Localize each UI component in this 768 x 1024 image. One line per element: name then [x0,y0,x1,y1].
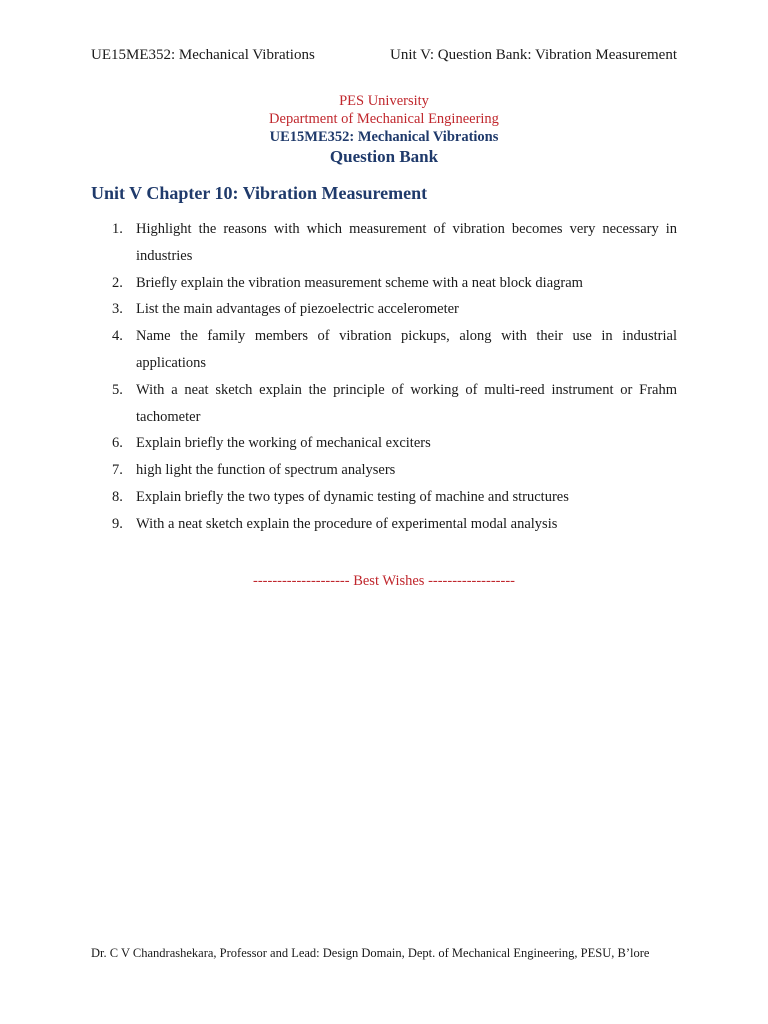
question-number: 4. [112,328,123,345]
question-number: 2. [112,274,123,291]
page-header [91,45,677,65]
chapter-heading: Unit V Chapter 10: Vibration Measurement [91,183,428,203]
question-item [112,216,677,270]
question-text: With a neat sketch explain the principle of working of multi-reed instrument or Frahm tachometer [136,381,677,425]
question-text: Name the family members of vibration pickups, along with their use in industrial applications [136,328,677,371]
question-number: 9. [112,515,123,532]
question-number: 8. [112,488,123,505]
question-item [112,430,677,457]
question-item [112,323,677,377]
question-list [112,216,677,538]
question-number: 3. [112,301,123,318]
question-text: high light the function of spectrum analysers [136,462,396,479]
question-item [112,511,677,538]
question-item [112,484,677,511]
header-course-code: UE15ME352: Mechanical Vibrations [91,47,315,63]
question-text: Explain briefly the working of mechanical exciters [136,435,431,452]
question-text: Briefly explain the vibration measurement scheme with a neat block diagram [136,274,583,291]
question-item [112,457,677,484]
question-item [112,296,677,323]
question-item [112,270,677,297]
question-number: 5. [112,381,123,398]
question-text: Highlight the reasons with which measurement of vibration becomes very necessary in industries [136,221,677,264]
question-text: With a neat sketch explain the procedure of experimental modal analysis [136,515,558,532]
question-item [112,377,677,431]
question-text: List the main advantages of piezoelectric accelerometer [136,301,459,318]
question-text: Explain briefly the two types of dynamic testing of machine and structures [136,488,569,505]
question-number: 7. [112,462,123,479]
question-number: 1. [112,221,123,237]
department-name: Department of Mechanical Engineering [269,111,499,127]
course-title: UE15ME352: Mechanical Vibrations [269,129,499,145]
document-title: Question Bank [329,147,439,166]
title-block [0,92,768,168]
question-number: 6. [112,435,123,452]
university-name: PES University [339,93,429,109]
closing-best-wishes: -------------------- Best Wishes ------------------ [253,573,515,589]
page-footer: Dr. C V Chandrashekara, Professor and Lead: Design Domain, Dept. of Mechanical Engineering, PESU, B’lore [91,946,650,960]
header-unit-title: Unit V: Question Bank: Vibration Measurement [390,47,677,63]
